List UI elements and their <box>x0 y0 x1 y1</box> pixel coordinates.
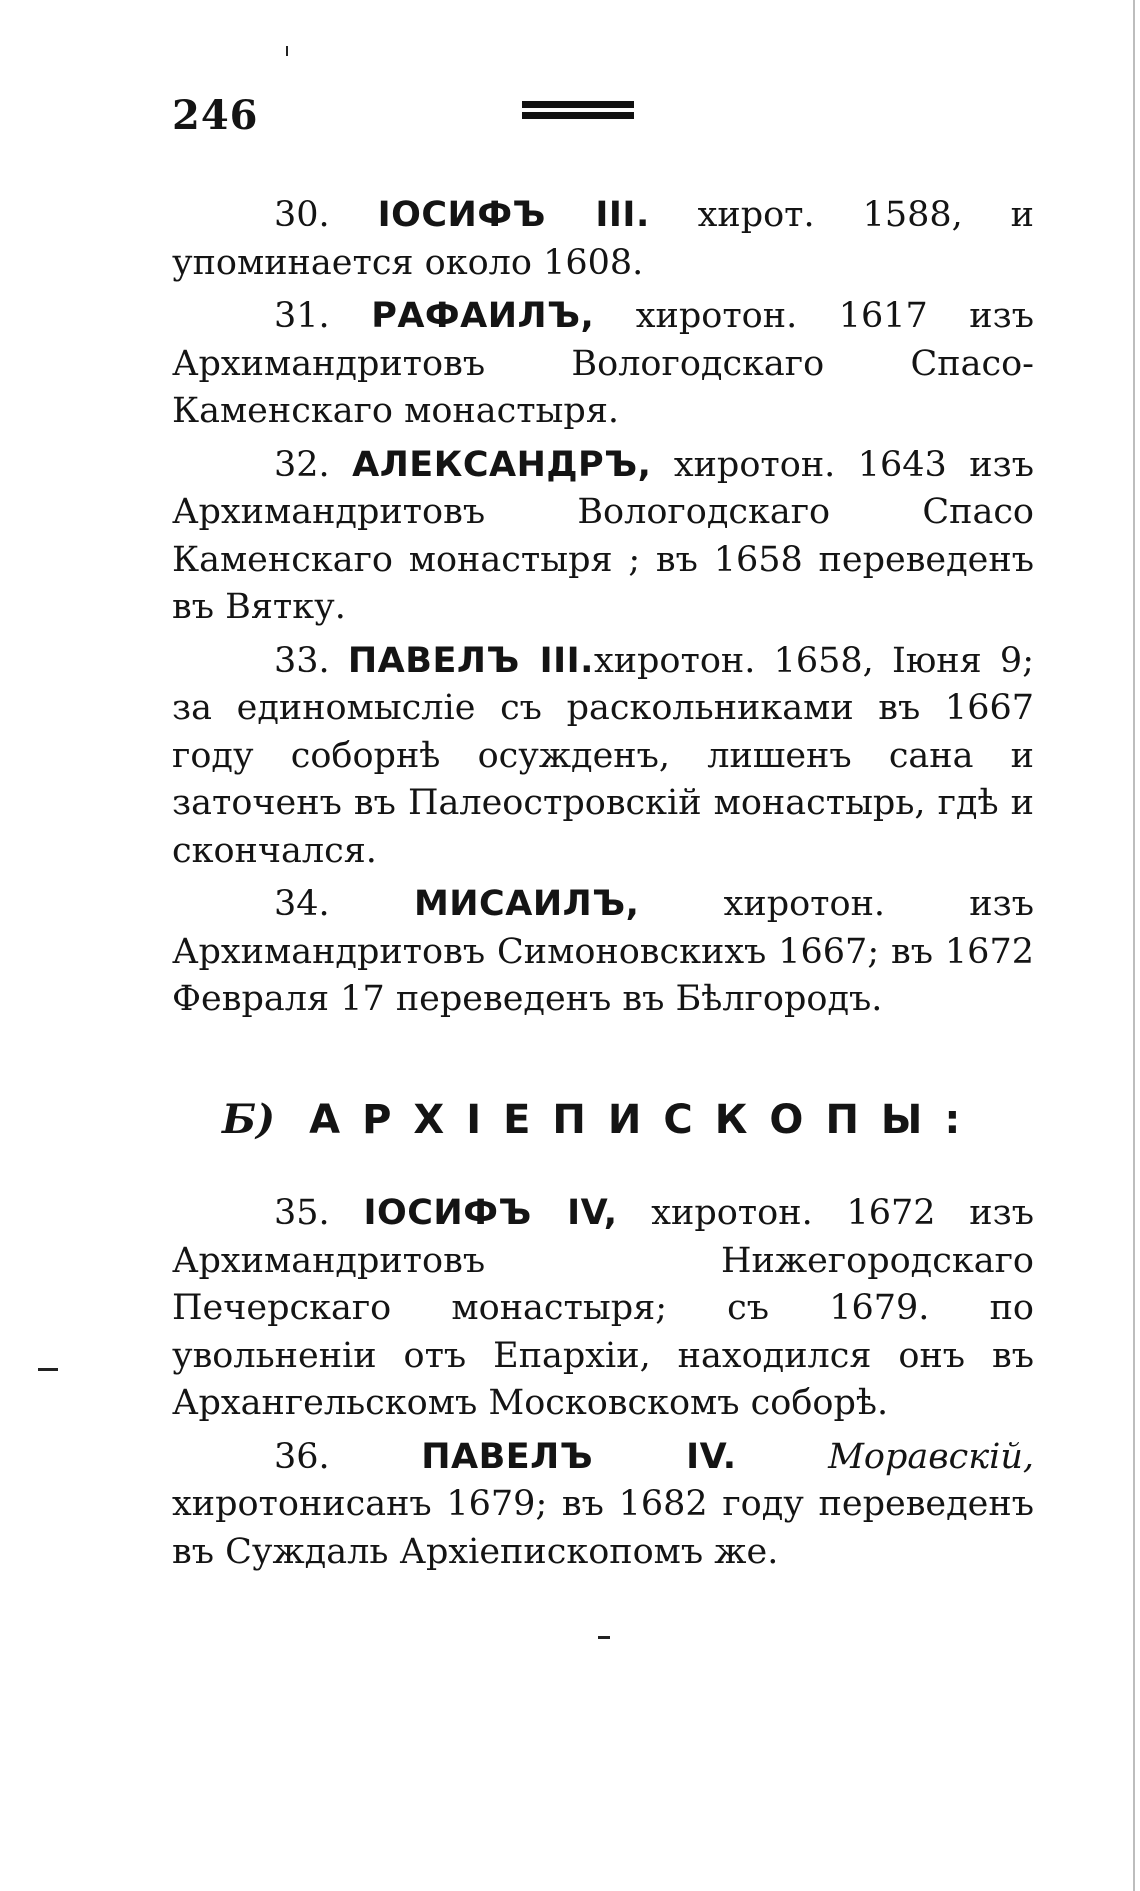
entry-text: хирот. 1588, и упоминается около 1608. <box>172 195 1034 283</box>
entry-number: 30. <box>274 195 330 235</box>
entry-35 <box>172 1190 1034 1428</box>
entry-name: МИСАИЛЪ, <box>413 884 640 924</box>
entry-number: 36. <box>274 1436 330 1477</box>
entry-34 <box>172 881 1034 1024</box>
entry-name: ІОСИФЪ III. <box>377 195 650 235</box>
entry-text: хиротонисанъ 1679; въ 1682 году переведенъ въ Суждаль Архіепископомъ же. <box>172 1484 1034 1572</box>
section-heading-archbishops <box>222 1096 1002 1144</box>
scan-speck <box>598 1636 610 1639</box>
entry-epithet: Моравскій, <box>828 1436 1034 1477</box>
entry-30 <box>172 192 1034 287</box>
page-number: 246 <box>172 92 259 139</box>
entry-number: 32. <box>274 444 330 485</box>
entry-31 <box>172 293 1034 436</box>
page-edge-line <box>1133 0 1135 1891</box>
scan-speck <box>38 1368 58 1371</box>
header-ornament-rule <box>522 101 634 129</box>
entry-number: 35. <box>274 1193 330 1233</box>
entries-archbishops <box>172 1190 1034 1582</box>
section-marker: Б) <box>222 1096 276 1143</box>
entry-name: АЛЕКСАНДРЪ, <box>352 444 652 485</box>
entry-text: хиротон. 1643 изъ Архимандритовъ Вологодскаго Спасо Каменскаго монастыря ; въ 1658 переведенъ въ Вятку. <box>172 444 1034 627</box>
entry-name: РАФАИЛЪ, <box>371 296 595 336</box>
entry-text: хиротон. 1617 изъ Архимандритовъ Вологодскаго Спасо-Каменскаго монастыря. <box>172 296 1034 431</box>
entries-bishops <box>172 192 1034 1030</box>
entry-number: 34. <box>274 884 330 924</box>
entry-33 <box>172 638 1034 876</box>
entry-text: хиротон. 1672 изъ Архимандритовъ Нижегородскаго Печерскаго монастыря; съ 1679. по увольненіи отъ Епархіи, находился онъ въ Архангельскомъ Московскомъ соборѣ. <box>172 1193 1034 1423</box>
section-title: АРХІЕПИСКОПЫ: <box>309 1097 983 1143</box>
scan-speck <box>286 46 288 56</box>
entry-name: ПАВЕЛЪ III. <box>347 640 594 681</box>
entry-36 <box>172 1434 1034 1577</box>
entry-number: 31. <box>274 296 330 336</box>
entry-32 <box>172 442 1034 632</box>
entry-name: ПАВЕЛЪ IV. <box>421 1436 737 1477</box>
entry-number: 33. <box>274 640 330 681</box>
entry-name: ІОСИФЪ IV, <box>363 1193 618 1233</box>
entry-text: хиротон. 1658, Іюня 9; за единомысліе съ раскольниками въ 1667 году соборнѣ осужденъ, лишенъ сана и заточенъ въ Палеостровскій монастырь, гдѣ и скончался. <box>172 640 1034 871</box>
entry-text: хиротон. изъ Архимандритовъ Симоновскихъ 1667; въ 1672 Февраля 17 переведенъ въ Бѣлгородъ. <box>172 884 1034 1019</box>
